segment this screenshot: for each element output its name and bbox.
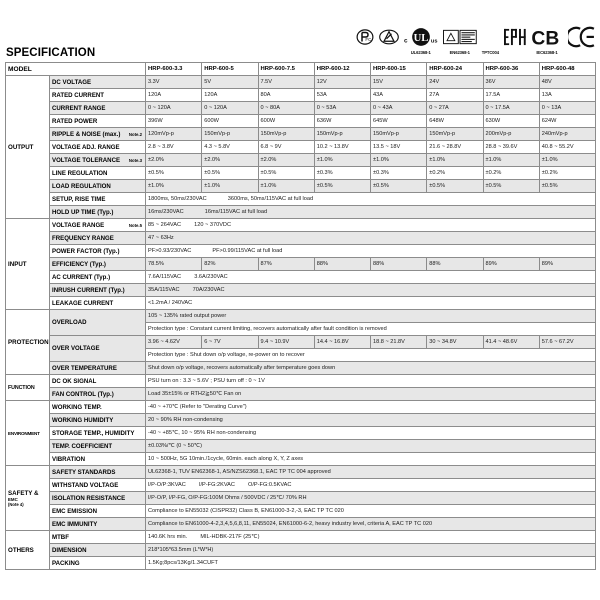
cell-rated-power-4: 645W [371,115,427,128]
table-row-efficiency [6,258,596,271]
cell-rated-current-7: 13A [539,89,595,102]
row-label-efficiency: EFFICIENCY (Typ.) [50,258,146,271]
voltage-range-a: 85 ~ 264VAC [148,222,182,228]
cell-dc-voltage-0: 3.3V [146,76,202,89]
cell-line-regulation-5: ±0.2% [427,167,483,180]
table-row-voltage-tolerance [6,154,596,167]
row-label-isolation-resistance: ISOLATION RESISTANCE [50,492,146,505]
cell-current-range-2: 0 ~ 80A [258,102,314,115]
cul-us-caption: UL62368-1 [410,50,431,55]
cell-voltage-adj-range-2: 6.8 ~ 9V [258,141,314,154]
specification-table [5,62,596,570]
table-row-voltage-range [6,219,596,232]
rcm-icon-svg [379,28,399,46]
cell-load-regulation-6: ±0.5% [483,180,539,193]
svg-text:us: us [430,38,438,45]
withstand-voltage-a: I/P-O/P:3KVAC [148,482,186,488]
cert-pfc [356,26,374,56]
cb-icon-svg [531,26,563,48]
cell-ripple-noise-3: 150mVp-p [314,128,370,141]
row-label-packing: PACKING [50,557,146,570]
model-col-2: HRP-600-7.5 [258,63,314,76]
cell-rated-current-4: 43A [371,89,427,102]
cell-efficiency-4: 88% [371,258,427,271]
safety-note-ref: (Note 4) [8,501,24,507]
cell-rated-power-5: 648W [427,115,483,128]
cell-safety-standards: UL62368-1, TUV EN62368-1, AS/NZS62368.1, EAC TP TC 004 approved [146,466,596,479]
cell-load-regulation-4: ±0.5% [371,180,427,193]
cell-working-humidity: 20 ~ 90% RH non-condensing [146,414,596,427]
cell-setup-rise-time [146,193,596,206]
cell-rated-current-1: 120A [202,89,258,102]
section-label-protection: PROTECTION [6,310,50,375]
voltage-range-b: 120 ~ 370VDC [194,222,232,228]
inrush-current-b: 70A/230VAC [192,287,225,293]
row-label-line-regulation: LINE REGULATION [50,167,146,180]
cert-eac [504,26,526,56]
cell-dimension: 218*105*63.5mm (L*W*H) [146,544,596,557]
certification-logo-strip [356,18,596,56]
cell-emc-immunity: Compliance to EN61000-4-2,3,4,5,6,8,11, EN55024, EN61000-6-2, heavy industry level, criteria A, EAC TP TC 020 [146,518,596,531]
table-row-frequency-range [6,232,596,245]
cell-dc-voltage-4: 15V [371,76,427,89]
row-label-rated-power: RATED POWER [50,115,146,128]
row-label-dc-voltage: DC VOLTAGE [50,76,146,89]
cell-power-factor [146,245,596,258]
cell-voltage-tolerance-6: ±1.0% [483,154,539,167]
cell-voltage-tolerance-5: ±1.0% [427,154,483,167]
cert-cb [531,26,563,56]
cell-current-range-0: 0 ~ 120A [146,102,202,115]
row-label-voltage-adj-range: VOLTAGE ADJ. RANGE [50,141,146,154]
cell-rated-power-7: 624W [539,115,595,128]
table-row-dc-ok-signal [6,375,596,388]
svg-text:FC: FC [365,37,372,43]
note-ref-2: Note.2 [128,131,142,137]
model-col-1: HRP-600-5 [202,63,258,76]
table-row-isolation-resistance [6,492,596,505]
row-label-ripple-noise-text: RIPPLE & NOISE (max.) [52,130,121,138]
cell-current-range-5: 0 ~ 27A [427,102,483,115]
cell-rated-power-6: 630W [483,115,539,128]
table-row-rated-power [6,115,596,128]
cell-inrush-current [146,284,596,297]
cell-load-regulation-2: ±1.0% [258,180,314,193]
cell-ripple-noise-7: 240mVp-p [539,128,595,141]
withstand-voltage-c: O/P-FG:0.5KVAC [248,482,292,488]
cell-dc-voltage-5: 24V [427,76,483,89]
cell-ripple-noise-2: 150mVp-p [258,128,314,141]
table-row-storage-temp [6,427,596,440]
cul-us-mark-icon [404,26,438,48]
cell-rated-power-0: 396W [146,115,202,128]
cul-us-icon-svg [404,27,438,47]
cell-fan-control: Load 35±15% or RTH2≧50℃ Fan on [146,388,596,401]
row-label-rated-current: RATED CURRENT [50,89,146,102]
table-row-safety-standards [6,466,596,479]
cell-over-temperature: Shut down o/p voltage, recovers automatically after temperature goes down [146,362,596,375]
section-label-environment: ENVIRONMENT [6,401,50,466]
cell-packing: 1.5Kg;8pcs/13Kg/1.34CUFT [146,557,596,570]
cell-dc-voltage-1: 5V [202,76,258,89]
table-row-rated-current [6,89,596,102]
cell-line-regulation-7: ±0.2% [539,167,595,180]
table-row-overload-value [6,310,596,323]
cell-ripple-noise-4: 150mVp-p [371,128,427,141]
power-factor-a: PF>0.93/230VAC [148,248,192,254]
cell-over-voltage-2: 9.4 ~ 10.9V [258,336,314,349]
ac-current-b: 3.6A/230VAC [194,274,228,280]
tptc-caption: TPTC004 [481,50,499,55]
row-label-over-temperature: OVER TEMPERATURE [50,362,146,375]
section-label-input: INPUT [6,219,50,310]
cell-efficiency-7: 89% [539,258,595,271]
cell-load-regulation-5: ±0.5% [427,180,483,193]
safety-label-line2: EMC [8,496,18,502]
cell-voltage-tolerance-2: ±2.0% [258,154,314,167]
cell-rated-current-2: 80A [258,89,314,102]
cert-tuv [443,26,477,56]
cell-ac-current [146,271,596,284]
cell-voltage-adj-range-0: 2.8 ~ 3.8V [146,141,202,154]
cell-overload-value: 105 ~ 135% rated output power [146,310,596,323]
cell-line-regulation-2: ±0.5% [258,167,314,180]
inrush-current-a: 35A/115VAC [148,287,180,293]
ac-current-a: 7.6A/115VAC [148,274,182,280]
table-row-ac-current [6,271,596,284]
table-row-power-factor [6,245,596,258]
note-ref-5: Note.5 [128,222,142,228]
cell-voltage-adj-range-6: 28.8 ~ 39.6V [483,141,539,154]
rcm-mark-icon [379,26,399,48]
row-label-frequency-range: FREQUENCY RANGE [50,232,146,245]
cell-ripple-noise-1: 150mVp-p [202,128,258,141]
row-label-leakage-current: LEAKAGE CURRENT [50,297,146,310]
row-label-working-temp: WORKING TEMP. [50,401,146,414]
cell-voltage-adj-range-7: 40.8 ~ 55.2V [539,141,595,154]
row-label-over-voltage: OVER VOLTAGE [50,336,146,362]
cell-temp-coefficient: ±0.03%/℃ (0 ~ 50℃) [146,440,596,453]
cell-vibration: 10 ~ 500Hz, 5G 10min./1cycle, 60min. each along X, Y, Z axes [146,453,596,466]
table-row-mtbf [6,531,596,544]
cell-over-voltage-1: 6 ~ 7V [202,336,258,349]
row-label-working-humidity: WORKING HUMIDITY [50,414,146,427]
cell-voltage-adj-range-3: 10.2 ~ 13.8V [314,141,370,154]
pfc-icon-svg [356,28,374,46]
table-row-over-temperature [6,362,596,375]
cell-hold-up-time [146,206,596,219]
note-ref-3: Note.3 [128,157,142,163]
svg-text:CB: CB [531,28,560,48]
eac-mark-icon [504,26,526,48]
cell-dc-voltage-3: 12V [314,76,370,89]
row-label-hold-up-time: HOLD UP TIME (Typ.) [50,206,146,219]
svg-text:UL: UL [413,33,429,45]
cell-over-voltage-6: 41.4 ~ 48.6V [483,336,539,349]
cell-voltage-tolerance-4: ±1.0% [371,154,427,167]
cell-voltage-tolerance-1: ±2.0% [202,154,258,167]
row-label-inrush-current: INRUSH CURRENT (Typ.) [50,284,146,297]
row-label-voltage-range-text: VOLTAGE RANGE [52,221,105,229]
cell-voltage-tolerance-3: ±1.0% [314,154,370,167]
row-label-voltage-range [50,219,146,232]
cell-current-range-1: 0 ~ 120A [202,102,258,115]
row-label-mtbf: MTBF [50,531,146,544]
cell-frequency-range: 47 ~ 63Hz [146,232,596,245]
table-row-inrush-current [6,284,596,297]
cell-working-temp: -40 ~ +70℃ (Refer to "Derating Curve") [146,401,596,414]
table-row-voltage-adj-range [6,141,596,154]
cell-rated-power-1: 600W [202,115,258,128]
cell-over-voltage-3: 14.4 ~ 16.8V [314,336,370,349]
section-label-safety-emc [6,466,50,531]
cell-efficiency-5: 88% [427,258,483,271]
row-label-emc-emission: EMC EMISSION [50,505,146,518]
model-col-6: HRP-600-36 [483,63,539,76]
row-label-voltage-tolerance-text: VOLTAGE TOLERANCE [52,156,121,164]
cell-emc-emission: Compliance to EN55032 (CISPR32) Class B, EN61000-3-2,-3, EAC TP TC 020 [146,505,596,518]
cell-load-regulation-0: ±1.0% [146,180,202,193]
cell-isolation-resistance: I/P-O/P, I/P-FG, O/P-FG:100M Ohms / 500VDC / 25℃/ 70% RH [146,492,596,505]
row-label-emc-immunity: EMC IMMUNITY [50,518,146,531]
cell-dc-voltage-7: 48V [539,76,595,89]
cell-ripple-noise-6: 200mVp-p [483,128,539,141]
tuv-caption: EN62368-1 [449,50,470,55]
row-label-dc-ok-signal: DC OK SIGNAL [50,375,146,388]
cell-rated-power-3: 636W [314,115,370,128]
cell-mtbf [146,531,596,544]
table-row-hold-up-time [6,206,596,219]
row-label-storage-temp: STORAGE TEMP., HUMIDITY [50,427,146,440]
cell-storage-temp: -40 ~ +85℃, 10 ~ 95% RH non-condensing [146,427,596,440]
cell-voltage-range [146,219,596,232]
cell-load-regulation-3: ±0.5% [314,180,370,193]
cell-load-regulation-1: ±1.0% [202,180,258,193]
model-col-4: HRP-600-15 [371,63,427,76]
cell-dc-ok-signal: PSU turn on : 3.3 ~ 5.6V ; PSU turn off : 0 ~ 1V [146,375,596,388]
cell-voltage-tolerance-7: ±1.0% [539,154,595,167]
cell-line-regulation-4: ±0.3% [371,167,427,180]
cell-current-range-3: 0 ~ 53A [314,102,370,115]
row-label-dimension: DIMENSION [50,544,146,557]
cell-ripple-noise-5: 150mVp-p [427,128,483,141]
row-label-ac-current: AC CURRENT (Typ.) [50,271,146,284]
section-label-output: OUTPUT [6,76,50,219]
table-row-line-regulation [6,167,596,180]
cell-over-voltage-7: 57.6 ~ 67.2V [539,336,595,349]
cert-cul-us [404,26,438,56]
cell-rated-current-5: 27A [427,89,483,102]
table-row-dimension [6,544,596,557]
table-row-current-range [6,102,596,115]
table-row-fan-control [6,388,596,401]
cell-current-range-6: 0 ~ 17.5A [483,102,539,115]
cb-caption: IEC62368-1 [536,50,558,55]
table-row-ripple-noise [6,128,596,141]
cell-current-range-7: 0 ~ 13A [539,102,595,115]
cell-voltage-adj-range-4: 13.5 ~ 18V [371,141,427,154]
ce-icon-svg [568,26,596,48]
cell-over-voltage-0: 3.96 ~ 4.62V [146,336,202,349]
page-title: SPECIFICATION [6,47,96,59]
cell-efficiency-1: 82% [202,258,258,271]
row-label-vibration: VIBRATION [50,453,146,466]
cell-line-regulation-1: ±0.5% [202,167,258,180]
cell-load-regulation-7: ±0.5% [539,180,595,193]
table-row-emc-immunity [6,518,596,531]
cell-rated-current-3: 53A [314,89,370,102]
tuv-icon-svg [443,28,477,46]
tptc-mark-icon [489,26,491,48]
cell-voltage-adj-range-5: 21.6 ~ 28.8V [427,141,483,154]
cell-efficiency-2: 87% [258,258,314,271]
row-label-power-factor: POWER FACTOR (Typ.) [50,245,146,258]
table-row-leakage-current [6,297,596,310]
withstand-voltage-b: I/P-FG:2KVAC [198,482,235,488]
row-label-overload: OVERLOAD [50,310,146,336]
cell-leakage-current: <1.2mA / 240VAC [146,297,596,310]
table-row-packing [6,557,596,570]
eac-icon-svg [504,27,526,47]
row-label-temp-coefficient: TEMP. COEFFICIENT [50,440,146,453]
cell-dc-voltage-2: 7.5V [258,76,314,89]
table-row-withstand-voltage [6,479,596,492]
section-label-others: OTHERS [6,531,50,570]
model-col-5: HRP-600-24 [427,63,483,76]
cb-mark-icon [531,26,563,48]
model-col-0: HRP-600-3.3 [146,63,202,76]
setup-rise-time-b: 3600ms, 50ms/115VAC at full load [227,196,314,202]
table-row-over-voltage-values [6,336,596,349]
pfc-mark-icon [356,26,374,48]
cell-over-voltage-protection-type: Protection type : Shut down o/p voltage, re-power on to recover [146,349,596,362]
ce-mark-icon [568,26,596,48]
row-label-withstand-voltage: WITHSTAND VOLTAGE [50,479,146,492]
cell-current-range-4: 0 ~ 43A [371,102,427,115]
row-label-fan-control: FAN CONTROL (Typ.) [50,388,146,401]
table-row-working-temp [6,401,596,414]
cell-voltage-adj-range-1: 4.3 ~ 5.8V [202,141,258,154]
mtbf-a: 140.6K hrs min. [148,534,188,540]
table-row-emc-emission [6,505,596,518]
model-col-7: HRP-600-48 [539,63,595,76]
cell-over-voltage-5: 30 ~ 34.8V [427,336,483,349]
row-label-safety-standards: SAFETY STANDARDS [50,466,146,479]
cell-line-regulation-0: ±0.5% [146,167,202,180]
row-label-current-range: CURRENT RANGE [50,102,146,115]
cell-rated-current-0: 120A [146,89,202,102]
row-label-voltage-tolerance [50,154,146,167]
power-factor-b: PF>0.99/115VAC at full load [212,248,283,254]
cell-voltage-tolerance-0: ±2.0% [146,154,202,167]
cert-tptc [482,26,499,56]
table-row-working-humidity [6,414,596,427]
row-label-load-regulation: LOAD REGULATION [50,180,146,193]
hold-up-time-b: 16ms/115VAC at full load [204,209,268,215]
cell-line-regulation-3: ±0.3% [314,167,370,180]
cell-efficiency-6: 89% [483,258,539,271]
table-row-load-regulation [6,180,596,193]
cell-overload-protection-type: Protection type : Constant current limiting, recovers automatically after fault condition is removed [146,323,596,336]
cert-ce [568,26,596,56]
hold-up-time-a: 16ms/230VAC [148,209,184,215]
model-header-label: MODEL [6,63,146,76]
setup-rise-time-a: 1800ms, 50ms/230VAC [148,196,207,202]
cell-efficiency-0: 78.5% [146,258,202,271]
table-row-setup-rise-time [6,193,596,206]
cell-withstand-voltage [146,479,596,492]
tuv-mark-icon [443,26,477,48]
table-row-temp-coefficient [6,440,596,453]
tptc-spacer-icon [489,28,491,46]
cell-dc-voltage-6: 36V [483,76,539,89]
cell-rated-current-6: 17.5A [483,89,539,102]
cell-line-regulation-6: ±0.2% [483,167,539,180]
model-col-3: HRP-600-12 [314,63,370,76]
cell-over-voltage-4: 18.8 ~ 21.8V [371,336,427,349]
cert-rcm [379,26,399,56]
cell-ripple-noise-0: 120mVp-p [146,128,202,141]
table-row-model-header [6,63,596,76]
svg-text:c: c [403,37,408,45]
table-row-vibration [6,453,596,466]
section-label-function: FUNCTION [6,375,50,401]
mtbf-b: MIL-HDBK-217F (25℃) [200,534,260,540]
safety-label-line1: SAFETY & [8,489,39,497]
row-label-setup-rise-time: SETUP, RISE TIME [50,193,146,206]
table-row-dc-voltage [6,76,596,89]
row-label-ripple-noise [50,128,146,141]
cell-efficiency-3: 88% [314,258,370,271]
cell-rated-power-2: 600W [258,115,314,128]
